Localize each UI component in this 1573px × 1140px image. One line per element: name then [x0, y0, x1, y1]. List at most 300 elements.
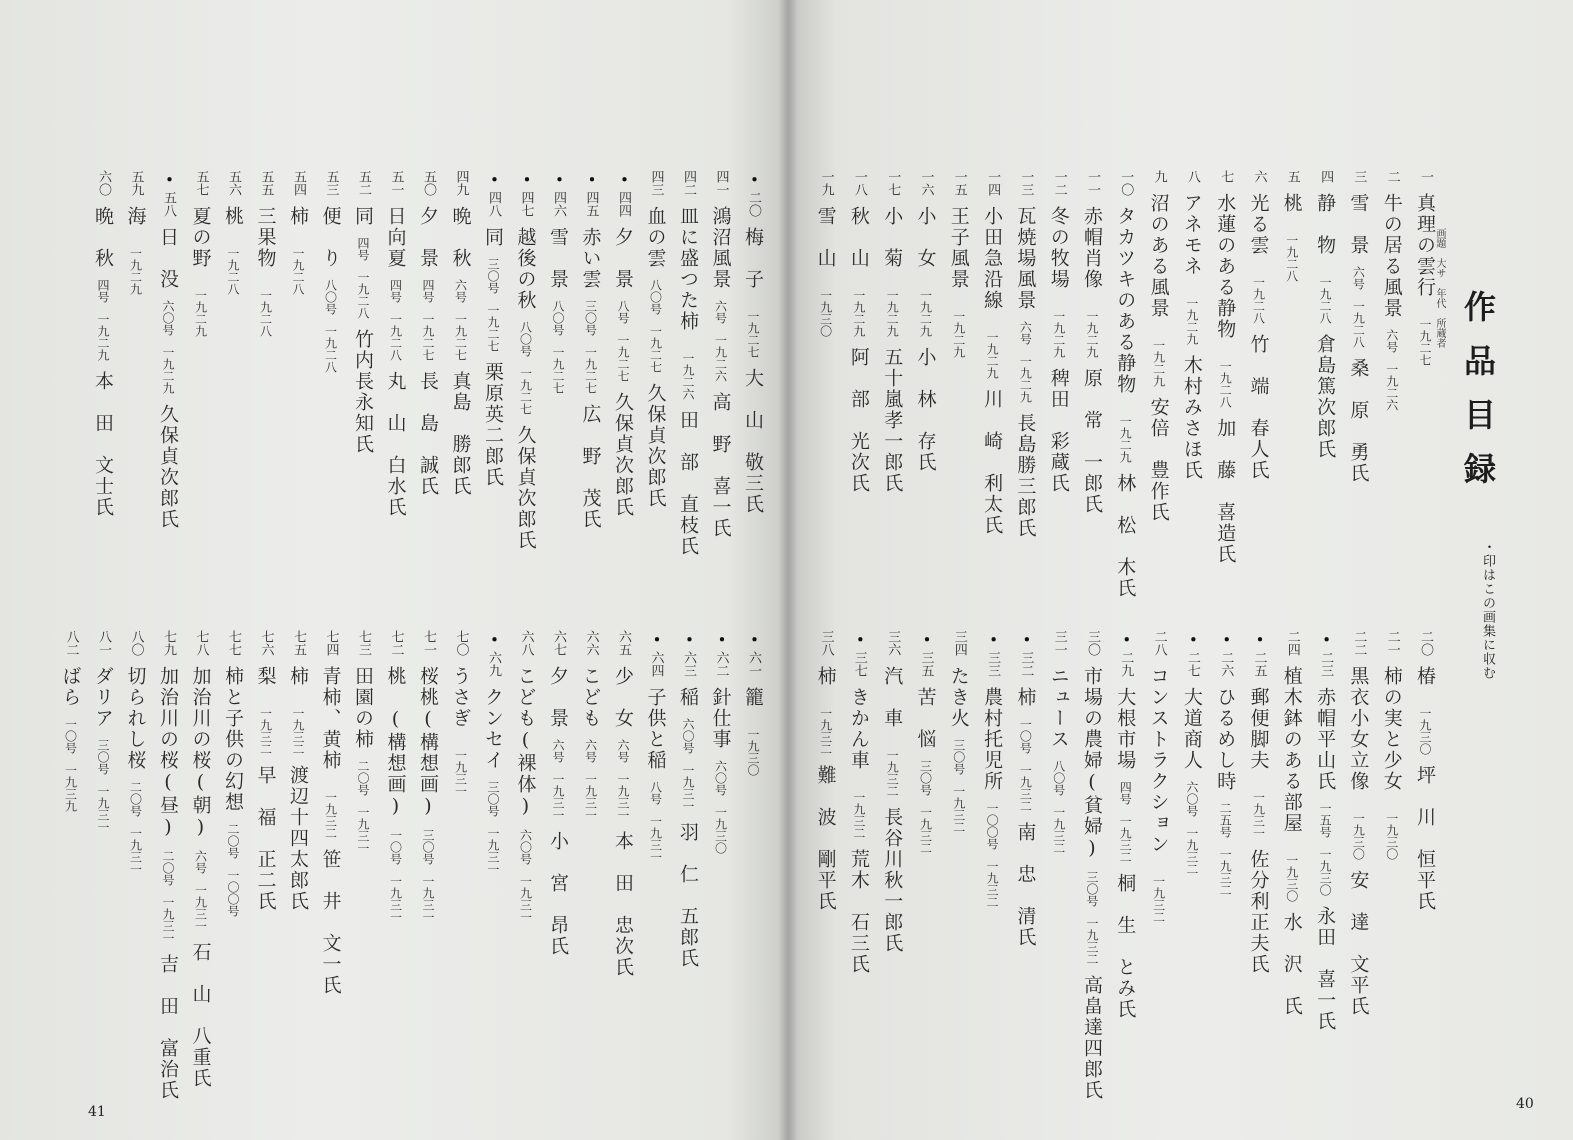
catalog-entry [448, 170, 474, 610]
entry-year: 一九二九 [885, 289, 900, 337]
catalog-entry [123, 630, 149, 1070]
entry-title: 夏の野 [189, 206, 212, 269]
catalog-entry [1246, 630, 1272, 1070]
entry-title: 柿 [287, 666, 309, 687]
entry-number: 七二 [388, 630, 404, 656]
entry-number: 四四 [616, 191, 631, 217]
entry-number: 六三 [681, 651, 696, 677]
entry-title: 日向夏 [384, 206, 407, 269]
entry-title: 柿の実と少女 [1380, 666, 1403, 792]
entry-title: 牛の居る風景 [1380, 193, 1403, 319]
entry-number: 五九 [128, 170, 144, 196]
entry-year: 一九二六 [681, 352, 695, 400]
entry-mark: ・ [1247, 630, 1270, 651]
catalog-entry [90, 170, 116, 610]
entry-year: 一九三一 [681, 764, 695, 812]
entry-mark: ・ [482, 630, 504, 651]
entry-year: 一九三二 [258, 707, 273, 755]
entry-number: 六八 [518, 630, 534, 656]
catalog-entry [1046, 170, 1072, 610]
entry-title: 赤帽平山氏 [1314, 687, 1337, 792]
entry-number: 二 [1384, 170, 1400, 183]
entry-size: 六号 [551, 739, 565, 763]
entry-year: 一九三二 [323, 791, 338, 839]
entry-number: 五八 [161, 191, 176, 217]
catalog-entry [1179, 170, 1205, 610]
entry-size: 四号 [1118, 781, 1133, 805]
entry-year: 一九二八 [1318, 276, 1333, 324]
catalog-entry [1412, 630, 1438, 1070]
entry-year: 一九三〇 [1418, 707, 1432, 755]
entry-mark: ・ [644, 630, 667, 651]
entry-owner: 久保貞次郎氏 [157, 404, 179, 530]
entry-title: 小 女 [914, 206, 937, 269]
entry-number: 一 [1418, 170, 1433, 183]
entry-number: 三四 [951, 630, 967, 656]
entry-title: 柿 [814, 666, 837, 687]
entry-number: 一〇 [1118, 170, 1134, 196]
entry-title: タカツキのある静物 [1114, 206, 1137, 395]
entry-mark: ・ [1180, 630, 1203, 651]
entry-number: 一七 [885, 170, 901, 196]
entry-number: 三三 [985, 651, 1001, 677]
entry-year: 一九三二 [985, 860, 1000, 908]
entry-year: 一九三一 [518, 875, 533, 923]
entry-size: 六号 [1351, 266, 1366, 290]
entry-number: 五〇 [421, 170, 436, 196]
entry-year: 一九二七 [421, 313, 435, 361]
catalog-entry [188, 170, 214, 610]
catalog-entry [1246, 170, 1272, 610]
entry-title: 雪 景 [547, 227, 569, 290]
entry-year: 一九三二 [1085, 917, 1099, 965]
entry-year: 一九二八 [1251, 276, 1266, 324]
entry-owner: 高畠達四郎氏 [1081, 975, 1103, 1101]
entry-number: 七四 [323, 630, 339, 656]
catalog-entry [1079, 170, 1105, 610]
entry-number: 四六 [551, 191, 566, 217]
entry-title: 桜桃(構想画) [417, 666, 439, 819]
entry-year: 一九二九 [985, 331, 1000, 379]
catalog-entry [545, 170, 571, 610]
entry-size: 一五号 [1318, 802, 1333, 838]
entry-size: 八〇号 [323, 279, 338, 315]
entry-title: 桃 [1280, 193, 1303, 214]
entry-number: 一六 [918, 170, 934, 196]
catalog-entry [1345, 170, 1371, 610]
entry-title: たき火 [947, 666, 970, 729]
entry-owner: 笹 井 文一氏 [319, 849, 342, 996]
entry-title: 柿 [287, 206, 309, 227]
entry-number: 四七 [518, 191, 534, 217]
column-header: 画題 大サ 年代 所蔵者 [1434, 228, 1445, 348]
entry-number: 七六 [258, 630, 274, 656]
entry-mark: ・ [742, 630, 764, 651]
entry-number: 一四 [985, 170, 1001, 196]
entry-title: 晩 秋 [92, 206, 114, 269]
entry-title: 沼のある風景 [1147, 193, 1170, 319]
entry-number: 四 [1318, 170, 1334, 183]
entry-title: 水蓮のある静物 [1214, 193, 1237, 340]
entry-year: 一九二七 [648, 325, 663, 373]
entry-title: 桃 (構想画) [384, 666, 407, 819]
entry-title: コンストラクション [1147, 666, 1170, 855]
entry-number: 四八 [486, 191, 501, 217]
entry-size: 二五号 [1218, 802, 1233, 838]
entry-owner: 稗田 彩蔵氏 [1047, 368, 1070, 494]
entry-title: 三果物 [254, 206, 277, 269]
entry-number: 三八 [818, 630, 834, 656]
entry-year: 一九二六 [1384, 363, 1399, 411]
entry-number: 三〇 [1085, 630, 1100, 656]
entry-size: 六号 [583, 739, 598, 763]
entry-size: 八〇号 [648, 279, 663, 315]
entry-number: 七〇 [453, 630, 469, 656]
catalog-entry [643, 170, 669, 610]
entry-owner: 田 部 直枝氏 [677, 410, 699, 557]
catalog-entry [1379, 170, 1405, 610]
entry-owner: 広 野 茂氏 [579, 404, 602, 530]
entry-owner: 木村みさほ氏 [1180, 355, 1203, 481]
entry-number: 二八 [1151, 630, 1167, 656]
catalog-entry [813, 630, 839, 1070]
entry-year: 一九三二 [818, 707, 833, 755]
entry-year: 一九三一 [356, 806, 370, 854]
entry-title: 柿 [1014, 687, 1037, 708]
entry-number: 八 [1184, 170, 1200, 183]
entry-number: 五一 [388, 170, 404, 196]
catalog-entry [1046, 630, 1072, 1070]
entry-year: 一九二九 [161, 346, 175, 394]
entry-year: 一九二八 [1351, 300, 1366, 348]
entry-number: 六六 [583, 630, 599, 656]
entry-mark: ・ [914, 630, 937, 651]
entry-owner: 永田 喜一氏 [1314, 906, 1337, 1032]
entry-title: クンセイ [482, 687, 504, 771]
entry-mark: ・ [482, 170, 504, 191]
entry-year: 一九二七 [583, 346, 598, 394]
entry-year: 一九二九 [128, 247, 143, 295]
catalog-entry [1312, 170, 1338, 610]
entry-title: 晩 秋 [449, 206, 472, 269]
entry-owner: 佐分利正夫氏 [1247, 849, 1270, 975]
catalog-entry [1012, 630, 1038, 1070]
entry-number: 六 [1251, 170, 1267, 183]
catalog-entry [675, 630, 701, 1070]
catalog-heading: 作品目録 [1459, 290, 1497, 506]
entry-owner: 小 宮 昂氏 [547, 831, 569, 957]
entry-title: 王子風景 [947, 206, 970, 290]
catalog-entry [1279, 630, 1305, 1070]
entry-number: 七一 [421, 630, 436, 656]
entry-number: 一八 [851, 170, 867, 196]
entry-mark: ・ [981, 630, 1004, 651]
entry-number: 七三 [356, 630, 371, 656]
entry-size: 八〇号 [518, 321, 533, 357]
entry-owner: 長谷川秋一郎氏 [881, 807, 904, 954]
catalog-entry [513, 170, 539, 610]
entry-owner: 安 達 文平氏 [1347, 870, 1370, 1017]
entry-number: 三二 [1018, 651, 1034, 677]
entry-title: ダリア [92, 666, 114, 729]
catalog-entry [979, 630, 1005, 1070]
entry-title: 柿と子供の幻想 [222, 666, 244, 813]
entry-size: 一〇号 [1018, 718, 1033, 754]
entry-title: 苦 悩 [914, 687, 937, 750]
entry-year: 一九二七 [551, 346, 565, 394]
catalog-entry [913, 630, 939, 1070]
catalog-entry [578, 170, 604, 610]
catalog-entry [480, 170, 506, 610]
entry-title: 便 り [319, 206, 342, 269]
catalog-entry [58, 630, 84, 1070]
entry-number: 六七 [551, 630, 566, 656]
catalog-entry [318, 630, 344, 1070]
entry-owner: 安倍 豊作氏 [1147, 397, 1170, 523]
entry-number: 四一 [713, 170, 729, 196]
entry-size: 六号 [453, 279, 468, 303]
catalog-entry [415, 630, 441, 1070]
entry-title: 夕 景 [417, 206, 439, 269]
entry-size: 八〇号 [551, 300, 565, 336]
entry-title: 皿に盛つた柿 [677, 206, 699, 332]
entry-number: 二九 [1118, 651, 1134, 677]
entry-year: 一九三〇 [1351, 812, 1366, 860]
entry-size: 六号 [616, 739, 630, 763]
entry-year: 一九三二 [851, 791, 866, 839]
entry-number: 三六 [885, 630, 901, 656]
catalog-entry [846, 630, 872, 1070]
entry-year: 一九二九 [1018, 355, 1033, 403]
entry-year: 一九三〇 [746, 728, 760, 776]
entry-number: 七九 [161, 630, 176, 656]
entry-owner: 林 松 木氏 [1114, 473, 1137, 599]
entry-title: 秋 山 [847, 206, 870, 269]
entry-year: 一九二九 [851, 289, 866, 337]
entry-title: 稲 [677, 687, 699, 708]
catalog-entry [480, 630, 506, 1070]
entry-number: 五三 [323, 170, 339, 196]
entry-size: 六号 [1018, 321, 1033, 345]
entry-owner: 石 山 八重氏 [189, 942, 212, 1089]
entry-number: 一五 [951, 170, 967, 196]
entry-size: 八〇号 [1051, 760, 1066, 796]
catalog-entry [708, 630, 734, 1070]
book-gutter [778, 0, 798, 1140]
entry-title: ニュース [1047, 666, 1070, 750]
entry-year: 一九二七 [1418, 318, 1432, 366]
entry-title: 大道商人 [1180, 687, 1203, 771]
entry-title: 海 [124, 206, 147, 227]
entry-owner: 倉島篤次郎氏 [1314, 334, 1337, 460]
catalog-entry [1112, 170, 1138, 610]
entry-year: 一九三一 [421, 875, 435, 923]
entry-year: 一九二九 [1184, 297, 1199, 345]
entry-size: 二〇号 [128, 781, 143, 817]
catalog-entry [675, 170, 701, 610]
entry-number: 五四 [291, 170, 306, 196]
entry-title: 加治川の桜(昼) [157, 666, 179, 840]
entry-year: 一九二六 [713, 334, 728, 382]
entry-number: 七 [1218, 170, 1234, 183]
entry-owner: 五十嵐孝一郎氏 [881, 347, 904, 494]
entry-year: 一九三一 [486, 827, 500, 875]
entry-title: こども [579, 666, 602, 729]
catalog-entry [1079, 630, 1105, 1101]
catalog-entry [740, 170, 766, 610]
entry-year: 一九二九 [193, 289, 208, 337]
entry-year: 一九二八 [1284, 234, 1299, 282]
entry-owner: 加 藤 喜造氏 [1214, 418, 1237, 565]
entry-year: 一九三二 [951, 785, 966, 833]
catalog-entry [383, 630, 409, 1070]
catalog-entry [1212, 630, 1238, 1070]
entry-size: 三〇号 [96, 739, 110, 775]
entry-year: 一九三一 [1251, 791, 1266, 839]
entry-number: 二六 [1218, 651, 1234, 677]
entry-year: 一九二七 [486, 304, 500, 352]
entry-number: 一三 [1018, 170, 1034, 196]
entry-number: 二七 [1184, 651, 1200, 677]
entry-title: 赤い雲 [579, 227, 602, 290]
entry-number: 一一 [1085, 170, 1100, 196]
entry-number: 八一 [96, 630, 111, 656]
entry-title: 梅 子 [742, 227, 764, 290]
catalog-entry [846, 170, 872, 610]
catalog-entry [253, 630, 279, 1070]
entry-owner: 本 田 文士氏 [92, 371, 114, 518]
entry-year: 一九三一 [161, 896, 175, 944]
entry-number: 四九 [453, 170, 469, 196]
catalog-entry [285, 630, 311, 1070]
entry-size: 三〇号 [918, 760, 933, 796]
entry-owner: 桐 生 とみ氏 [1114, 873, 1137, 1020]
entry-size: 四号 [96, 279, 110, 303]
entry-number: 四三 [648, 170, 664, 196]
entry-owner: 久保貞次郎氏 [514, 425, 537, 551]
entry-title: 植木鉢のある部屋 [1280, 666, 1303, 834]
entry-owner: 本 田 忠次氏 [612, 831, 634, 978]
entry-number: 二三 [1318, 651, 1334, 677]
entry-number: 二五 [1251, 651, 1267, 677]
entry-size: 二〇号 [161, 850, 175, 886]
entry-size: 六号 [1384, 329, 1399, 353]
entry-number: 七八 [193, 630, 209, 656]
entry-number: 三七 [851, 651, 867, 677]
entry-owner: 竹内長永知氏 [352, 329, 374, 455]
entry-title: 雪 山 [814, 206, 837, 269]
entry-title: 光る雲 [1247, 193, 1270, 256]
catalog-entry [1146, 630, 1172, 1070]
entry-title: 汽 車 [881, 666, 904, 729]
entry-title: 子供と稲 [644, 687, 667, 771]
entry-title: 桃 [222, 206, 244, 227]
entry-number: 七七 [226, 630, 241, 656]
entry-number: 八二 [63, 630, 79, 656]
catalog-entry [1112, 630, 1138, 1070]
entry-year: 一九三二 [1118, 815, 1133, 863]
entry-title: うさぎ [449, 666, 472, 729]
entry-year: 一九二八 [323, 325, 338, 373]
entry-size: 六〇号 [518, 829, 533, 865]
entry-year: 一九二七 [453, 313, 468, 361]
entry-mark: ・ [612, 170, 634, 191]
entry-title: 農村托児所 [981, 687, 1004, 792]
catalog-entry [155, 170, 181, 610]
entry-number: 二二 [1351, 630, 1367, 656]
entry-year: 一九三一 [551, 773, 565, 821]
entry-title: アネモネ [1180, 193, 1203, 277]
entry-year: 一九二九 [918, 289, 933, 337]
catalog-entry [318, 170, 344, 610]
catalog-entry [610, 630, 636, 1070]
entry-year: 一九三一 [583, 773, 598, 821]
entry-year: 一九三〇 [713, 806, 728, 854]
entry-owner: 渡辺十四太郎氏 [287, 765, 309, 912]
entry-title: 同 [352, 206, 374, 227]
entry-title: 市場の農婦(貧婦) [1081, 666, 1103, 861]
entry-owner: 難 波 剛平氏 [814, 765, 837, 912]
entry-owner: 竹 端 春人氏 [1247, 334, 1270, 481]
entry-title: 椿 [1414, 666, 1436, 687]
catalog-entry [578, 630, 604, 1070]
entry-mark: ・ [709, 630, 732, 651]
entry-year: 一九二八 [388, 313, 403, 361]
entry-number: 七五 [291, 630, 306, 656]
entry-size: 四号 [421, 279, 435, 303]
entry-number: 六九 [486, 651, 501, 677]
catalog-entry [545, 630, 571, 1070]
catalog-entry [708, 170, 734, 610]
entry-title: 瓦焼場風景 [1014, 206, 1037, 311]
entry-title: 雪 景 [1347, 193, 1370, 256]
entry-size: 三〇号 [1085, 871, 1099, 907]
entry-year: 一九三〇 [818, 289, 833, 337]
entry-size: 三〇号 [583, 300, 598, 336]
catalog-entry [1146, 170, 1172, 610]
entry-title: 切られし桜 [124, 666, 147, 771]
entry-year: 一九二九 [1118, 415, 1133, 463]
entry-year: 一九二七 [518, 367, 533, 415]
entry-title: きかん車 [847, 687, 870, 771]
entry-year: 一九二九 [1051, 310, 1066, 358]
entry-number: 三 [1351, 170, 1367, 183]
catalog-note: ・印はこの画集に収む [1480, 540, 1495, 680]
entry-mark: ・ [1114, 630, 1137, 651]
entry-owner: 長島勝三郎氏 [1014, 413, 1037, 539]
entry-owner: 南 忠 清氏 [1014, 822, 1037, 948]
entry-title: 少 女 [612, 666, 634, 729]
entry-year: 一九二八 [258, 289, 273, 337]
entry-number: 六〇 [96, 170, 111, 196]
entry-number: 四五 [583, 191, 599, 217]
catalog-entry [448, 630, 474, 1070]
catalog-entry [643, 630, 669, 1070]
catalog-entry [979, 170, 1005, 610]
page-number-right: 40 [1516, 1096, 1534, 1112]
entry-number: 六一 [746, 651, 761, 677]
entry-size: 一〇号 [63, 718, 78, 754]
entry-year: 一九二九 [951, 310, 966, 358]
entry-year: 一九三二 [918, 806, 933, 854]
entry-year: 一九三二 [1051, 806, 1066, 854]
entry-number: 六五 [616, 630, 631, 656]
entry-title: 同 [482, 227, 504, 248]
entry-year: 一九三一 [388, 875, 403, 923]
entry-number: 二四 [1284, 630, 1300, 656]
catalog-entry [285, 170, 311, 610]
entry-title: ひるめし時 [1214, 687, 1237, 792]
